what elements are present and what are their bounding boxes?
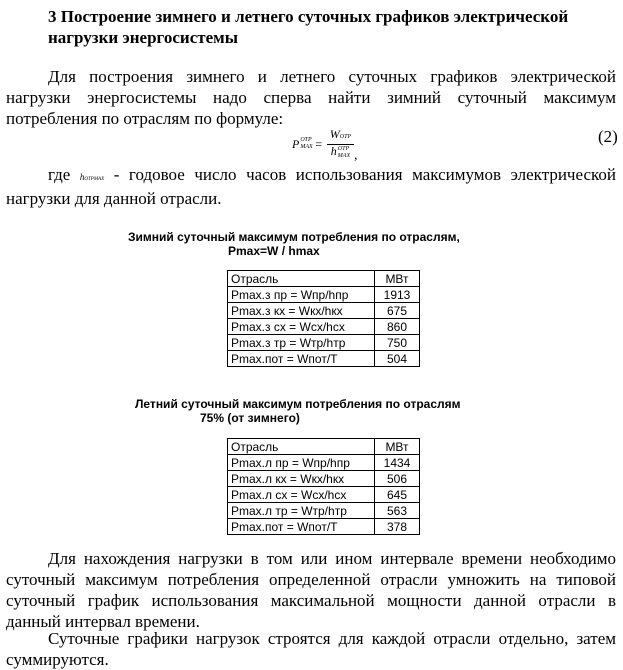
row-value: 750 [375,335,420,351]
header-unit: МВт [375,271,420,287]
row-value: 860 [375,319,420,335]
formula-fraction [327,128,354,159]
formula [292,126,356,162]
where-prefix: где [48,165,71,184]
table-row [228,487,420,503]
row-label: Pmax.л кх = Wкх/hкх [228,471,375,487]
where-symbol: hОТРMAX [79,172,105,182]
table-row [228,287,420,303]
formula-lhs-scripts [300,137,312,151]
table-row [228,471,420,487]
row-label: Pmax.пот = Wпот/T [228,519,375,535]
formula-den-sub: MAX [337,152,351,159]
row-value: 506 [375,471,420,487]
row-label: Pmax.з тр = Wтр/hтр [228,335,375,351]
row-value: 645 [375,487,420,503]
row-label: Pmax.л тр = Wтр/hтр [228,503,375,519]
formula-numerator [327,128,354,145]
formula-equals: = [314,136,323,151]
equation-number: (2) [598,127,618,146]
row-label: Pmax.з кх = Wкх/hкх [228,303,375,319]
table-row [228,303,420,319]
table-row [228,455,420,471]
table-header-row [228,271,420,287]
summer-table [227,438,420,535]
formula-den-scripts [338,146,350,160]
formula-num-symbol: W [329,127,340,142]
row-label: Pmax.з сх = Wсх/hсх [228,319,375,335]
formula-den-sup: ОТР [337,145,350,152]
summer-table-title-line1: Летний суточный максимум потребления по отраслям [135,397,461,411]
where-paragraph [6,164,616,209]
where-text: - годовое число часов использования максимумов электрической нагрузки для данной отрасли. [6,165,616,208]
section-heading: 3 Построение зимнего и летнего суточных графиков электрической нагрузки энергосистемы [48,7,569,47]
formula-denominator [328,145,353,159]
winter-table [227,270,420,367]
table-row [228,335,420,351]
row-label: Pmax.л пр = Wпр/hпр [228,455,375,471]
formula-comma: , [354,148,358,163]
winter-table-title-line1: Зимний суточный максимум потребления по отраслям, [128,230,460,244]
row-value: 1434 [375,455,420,471]
row-value: 504 [375,351,420,367]
formula-num-sub: ОТР [339,134,352,141]
header-branch: Отрасль [228,439,375,455]
row-value: 378 [375,519,420,535]
formula-lhs-sup: ОТР [300,137,312,143]
row-label: Pmax.л сх = Wсх/hсх [228,487,375,503]
table-row [228,351,420,367]
row-value: 675 [375,303,420,319]
formula-lhs-symbol: P [292,136,300,151]
summer-table-title-line2: 75% (от зимнего) [200,411,300,425]
header-unit: МВт [375,439,420,455]
row-value: 1913 [375,287,420,303]
summation-paragraph: Суточные графики нагрузок строятся для каждой отрасли отдельно, затем суммируются. [6,629,616,669]
row-value: 563 [375,503,420,519]
intro-paragraph: Для построения зимнего и летнего суточных графиков электрической нагрузки энергосистемы надо сперва найти зимний суточный максимум потребления по отраслям по формуле: [6,67,616,128]
formula-lhs-sub: MAX [300,144,313,150]
row-label: Pmax.пот = Wпот/T [228,351,375,367]
table-row [228,503,420,519]
formula-den-symbol: h [330,144,337,159]
row-label: Pmax.з пр = Wпр/hпр [228,287,375,303]
header-branch: Отрасль [228,271,375,287]
table-row [228,319,420,335]
winter-table-title-line2: Pmax=W / hmax [228,244,320,258]
table-header-row [228,439,420,455]
table-row [228,519,420,535]
interval-paragraph: Для нахождения нагрузки в том или ином интервале времени необходимо суточный максимум потребления определенной отрасли умножить на типовой суточный график использования максимальной мощности данной отрасли в данный интервал времени. [6,549,616,631]
